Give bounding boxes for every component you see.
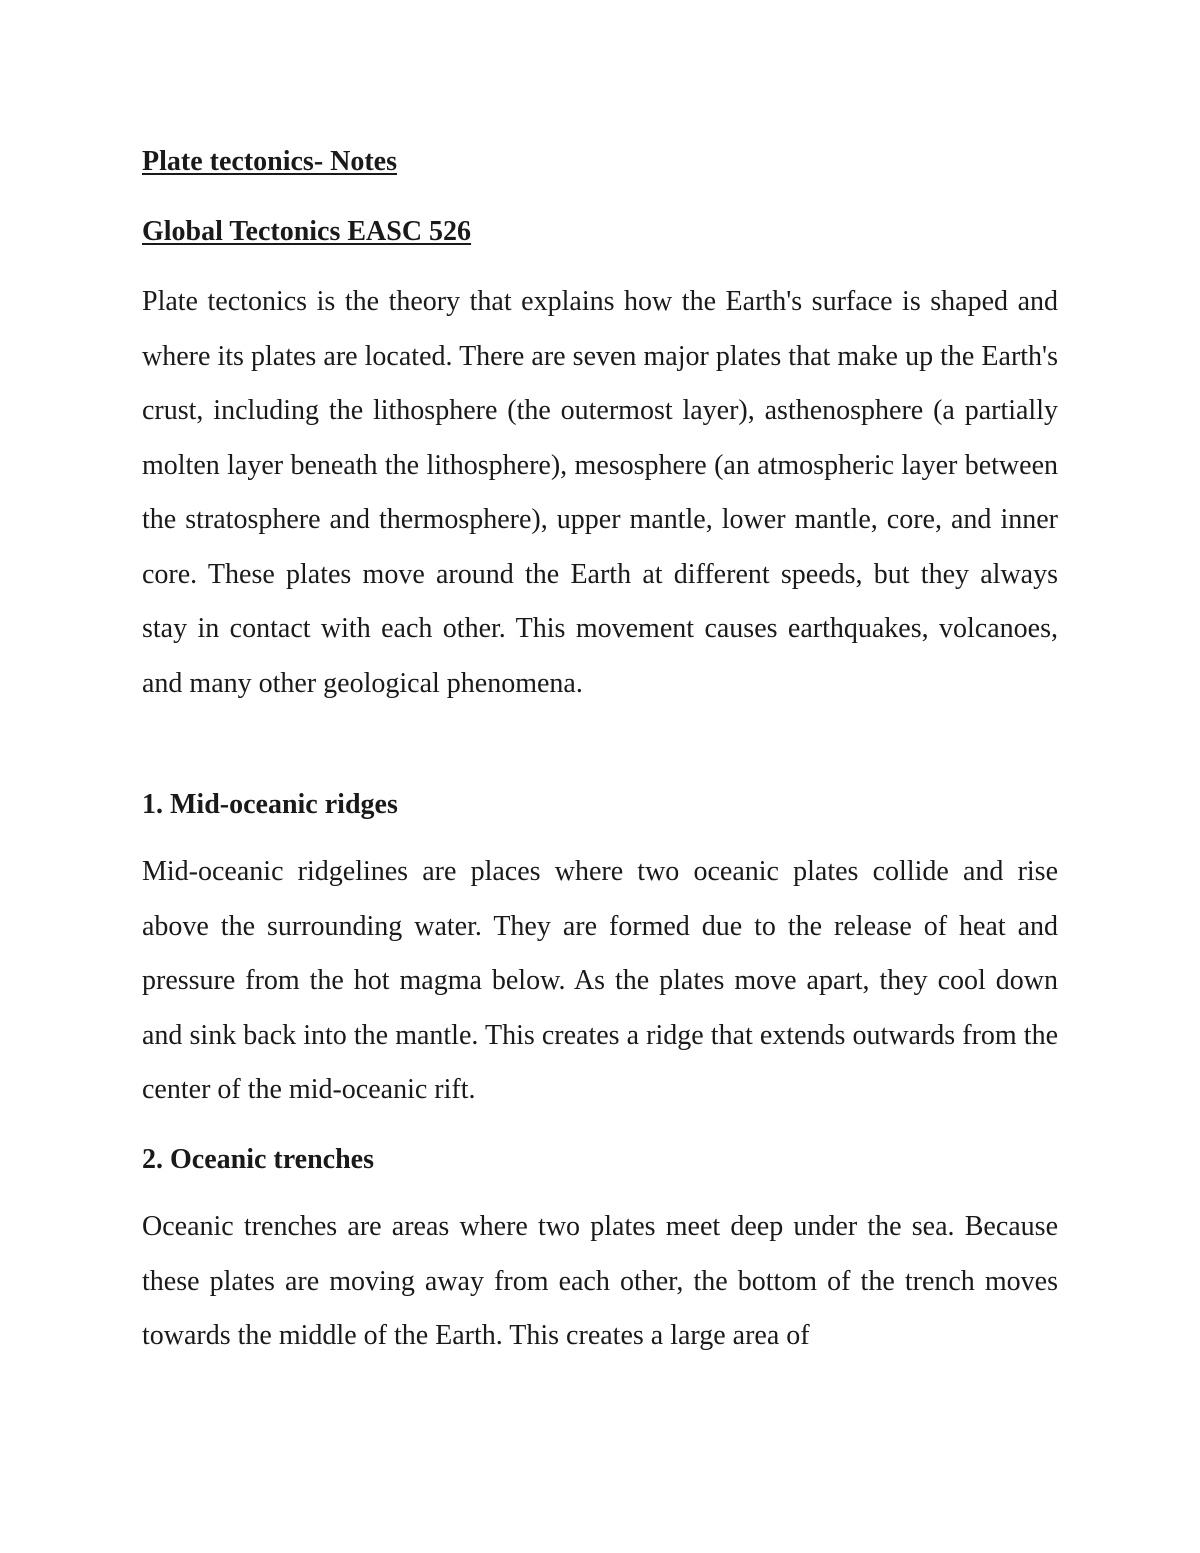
section-body-mid-oceanic-ridges: Mid-oceanic ridgelines are places where two oceanic plates collide and rise above the surrounding water. They are formed due to the release of heat and pressure from the hot magma below. As the plates move apart, they cool down and sink back into the mantle. This creates a ridge that extends outwards from the center of the mid-oceanic rift. bbox=[142, 856, 1058, 1105]
section-heading-oceanic-trenches: 2. Oceanic trenches bbox=[142, 1144, 374, 1175]
section-body-oceanic-trenches: Oceanic trenches are areas where two plates meet deep under the sea. Because these plates are moving away from each other, the bottom of the trench moves towards the middle of the Earth. This creates a large area of bbox=[142, 1211, 1058, 1351]
document-title: Plate tectonics- Notes bbox=[142, 146, 398, 177]
course-title: Global Tectonics EASC 526 bbox=[142, 216, 472, 247]
intro-paragraph: Plate tectonics is the theory that explains how the Earth's surface is shaped and where its plates are located. There are seven major plates that make up the Earth's crust, including the lithosphere (the outermost layer), asthenosphere (a partially molten layer beneath the lithosphere), mesosphere (an atmospheric layer between the stratosphere and thermosphere), upper mantle, lower mantle, core, and inner core. These plates move around the Earth at different speeds, but they always stay in contact with each other. This movement causes earthquakes, volcanoes, and many other geological phenomena. bbox=[142, 286, 1058, 699]
section-heading-mid-oceanic-ridges: 1. Mid-oceanic ridges bbox=[142, 789, 398, 820]
